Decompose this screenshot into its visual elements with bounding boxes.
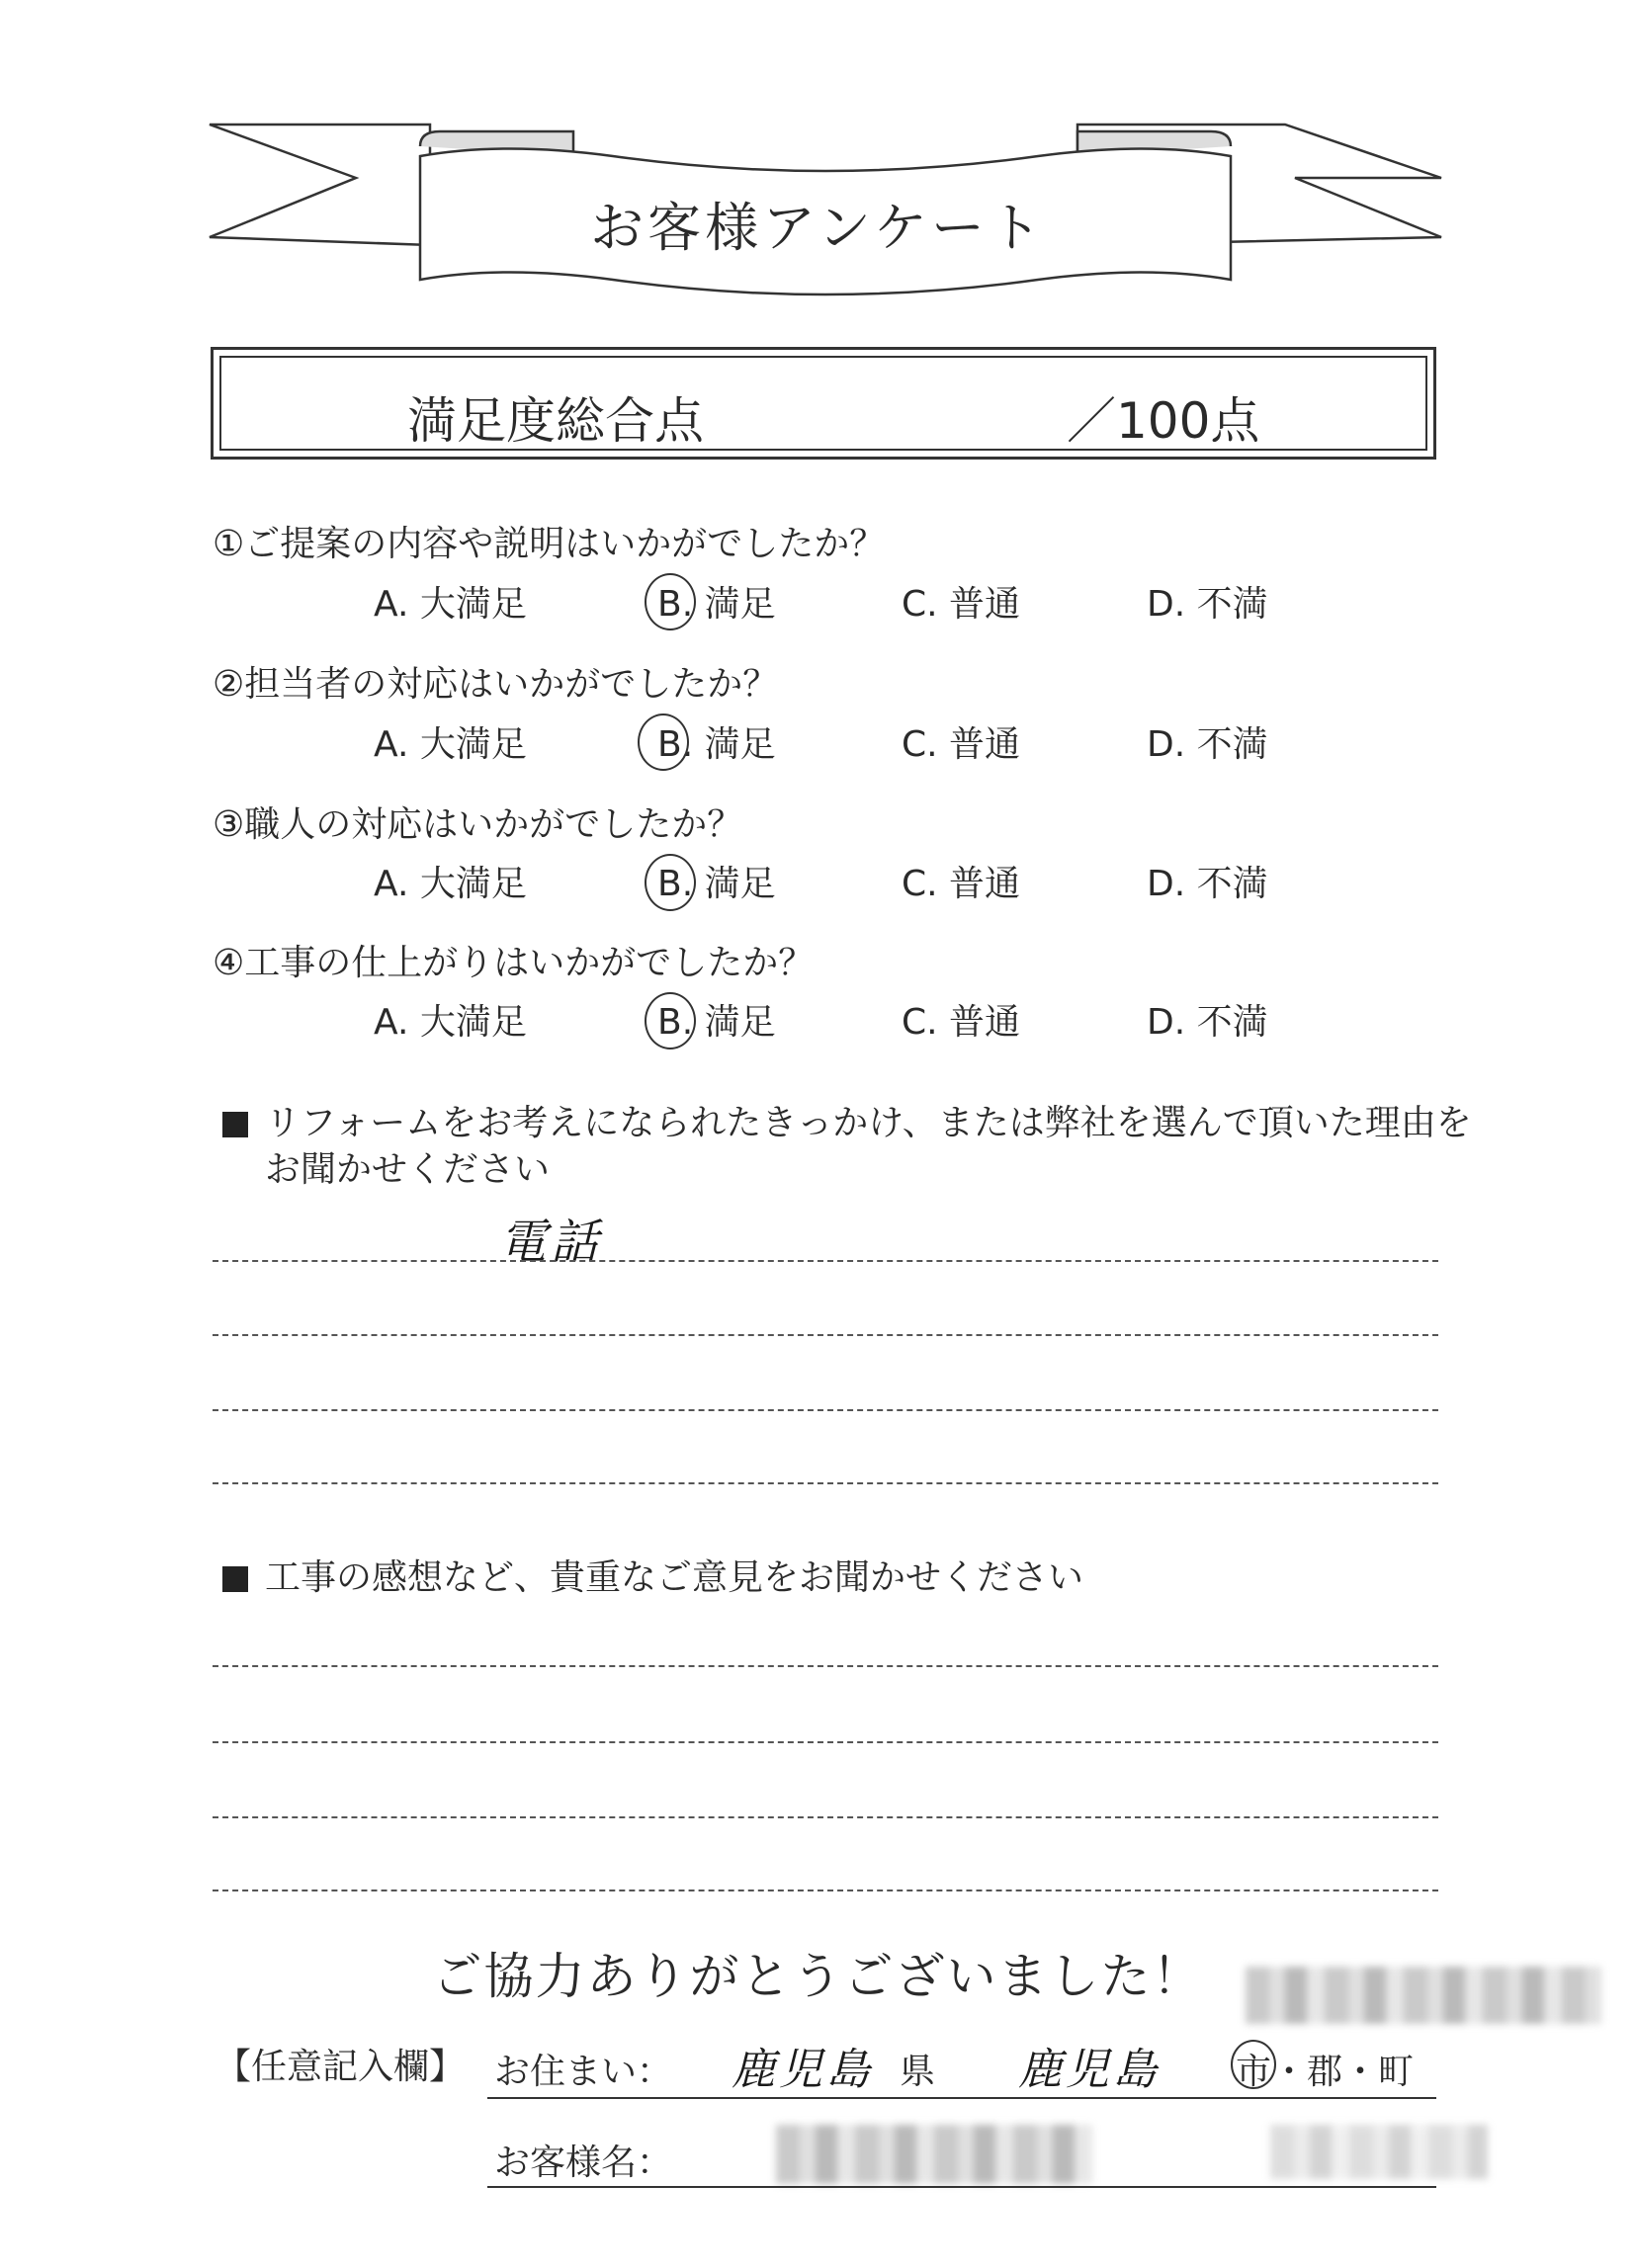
q4-selection-circle	[645, 992, 696, 1050]
page-title: お客様アンケート	[590, 197, 1046, 259]
q1-option-b[interactable]: B. 満足	[657, 584, 776, 625]
customer-name-label: お客様名：	[494, 2142, 673, 2183]
redacted-region-right	[1270, 2125, 1488, 2179]
question-3: ③職人の対応はいかがでしたか？	[213, 804, 743, 845]
comments-answer-line-2[interactable]	[213, 1741, 1438, 1743]
customer-name-underline	[487, 2186, 1436, 2188]
q3-option-c[interactable]: C. 普通	[902, 864, 1021, 904]
address-prefecture-value[interactable]: 鹿児島	[732, 2045, 874, 2095]
q4-option-a[interactable]: A. 大満足	[374, 1002, 527, 1043]
comments-bullet-square	[222, 1566, 248, 1592]
q3-option-d[interactable]: D. 不満	[1147, 864, 1268, 904]
q2-selection-circle	[638, 714, 689, 771]
q3-selection-circle	[645, 854, 696, 911]
comments-answer-line-1[interactable]	[213, 1665, 1438, 1667]
question-4: ④工事の仕上がりはいかがでしたか？	[213, 943, 815, 983]
reason-answer[interactable]: 電話	[499, 1215, 603, 1270]
redacted-customer-name	[776, 2125, 1092, 2184]
redacted-region-top	[1246, 1967, 1601, 2024]
address-label: お住まい：	[494, 2052, 673, 2092]
address-prefecture-suffix: 県	[900, 2052, 936, 2092]
reason-answer-line-2[interactable]	[213, 1334, 1438, 1336]
total-score-label: 満足度総合点	[407, 392, 704, 450]
q4-option-b[interactable]: B. 満足	[657, 1002, 776, 1043]
question-2: ②担当者の対応はいかがでしたか？	[213, 664, 779, 705]
q2-option-d[interactable]: D. 不満	[1147, 724, 1268, 765]
address-underline	[487, 2097, 1436, 2099]
q2-option-a[interactable]: A. 大満足	[374, 724, 527, 765]
total-score-inner-frame	[219, 356, 1427, 451]
q3-option-b[interactable]: B. 満足	[657, 864, 776, 904]
q4-option-c[interactable]: C. 普通	[902, 1002, 1021, 1043]
reason-answer-line-3[interactable]	[213, 1409, 1438, 1411]
total-score-max: ／100点	[1067, 392, 1260, 450]
q1-selection-circle	[645, 573, 696, 630]
address-city-suffix: 市・郡・町	[1236, 2052, 1415, 2092]
total-score-box	[211, 347, 1436, 460]
optional-section-label: 【任意記入欄】	[215, 2047, 466, 2087]
comments-answer-line-4[interactable]	[213, 1890, 1438, 1891]
q2-option-b[interactable]: B. 満足	[657, 724, 776, 765]
thanks-message: ご協力ありがとうございました！	[432, 1948, 1204, 2005]
reason-bullet-square	[222, 1112, 248, 1137]
q4-option-d[interactable]: D. 不満	[1147, 1002, 1268, 1043]
comments-prompt: 工事の感想など、貴重なご意見をお聞かせください	[265, 1557, 1084, 1598]
q3-option-a[interactable]: A. 大満足	[374, 864, 527, 904]
reason-answer-line-4[interactable]	[213, 1482, 1438, 1484]
q2-option-c[interactable]: C. 普通	[902, 724, 1021, 765]
question-1: ①ご提案の内容や説明はいかがでしたか？	[213, 524, 886, 564]
city-selection-circle	[1231, 2040, 1276, 2089]
address-city-value[interactable]: 鹿児島	[1018, 2045, 1161, 2095]
reason-prompt-line1: リフォームをお考えになられたきっかけ、または弊社を選んで頂いた理由を	[265, 1103, 1472, 1143]
q1-option-a[interactable]: A. 大満足	[374, 584, 527, 625]
comments-answer-line-3[interactable]	[213, 1816, 1438, 1818]
q1-option-c[interactable]: C. 普通	[902, 584, 1021, 625]
reason-answer-line-1[interactable]	[213, 1260, 1438, 1262]
q1-option-d[interactable]: D. 不満	[1147, 584, 1268, 625]
reason-prompt-line2: お聞かせください	[265, 1149, 551, 1190]
